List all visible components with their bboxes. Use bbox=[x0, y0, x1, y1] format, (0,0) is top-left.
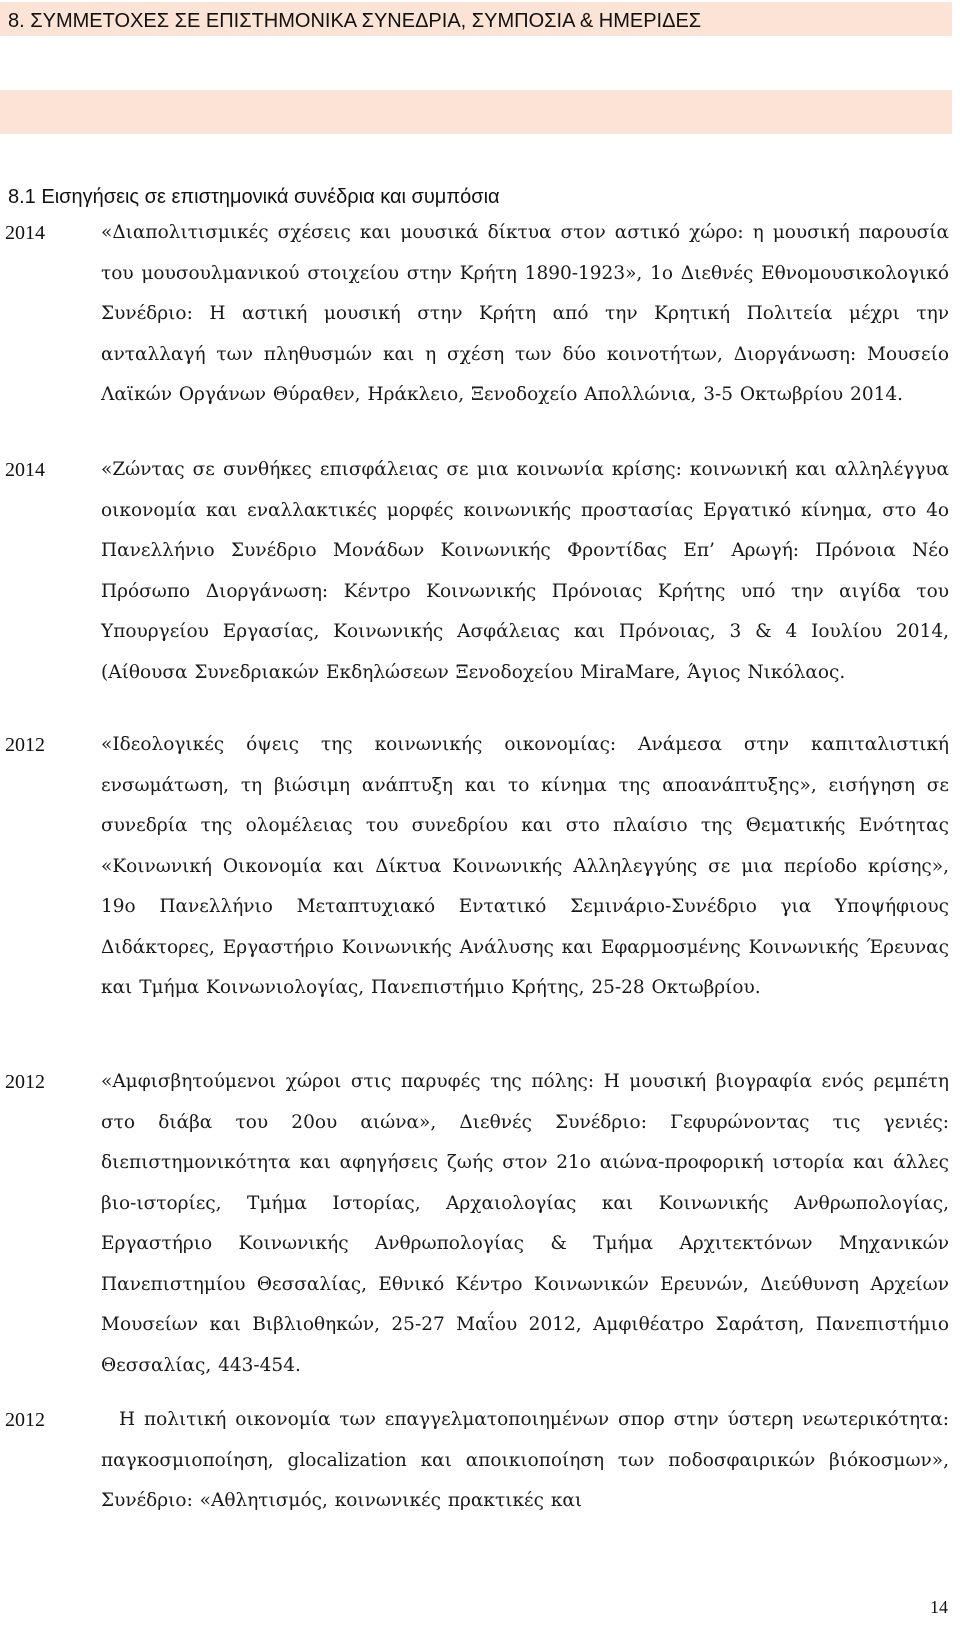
page-number: 14 bbox=[930, 1597, 948, 1617]
entry-text: «Αμφισβητούμενοι χώροι στις παρυφές της πόλης: Η μουσική βιογραφία ενός ρεμπέτη στο διάβα του 20ου αιώνα», Διεθνές Συνέδριο: Γεφυρώνοντας τις γενιές: διεπιστημονικότητα και αφηγήσεις ζωής στον 21ο αιώνα-προφορική ιστορία και άλλες βιο-ιστορίες, Τμήμα Ιστορίας, Αρχαιολογίας και Κοινωνικής Ανθρωπολογίας, Εργαστήριο Κοινωνικής Ανθρωπολογίας & Τμήμα Αρχιτεκτόνων Μηχανικών Πανεπιστημίου Θεσσαλίας, Εθνικό Κέντρο Κοινωνικών Ερευνών, Διεύθυνση Αρχείων Μουσείων και Βιβλιοθηκών, 25-27 Μαΐου 2012, Αμφιθέατρο Σαράτση, Πανεπιστήμιο Θεσσαλίας, 443-454. bbox=[101, 1071, 949, 1376]
subsection-heading-band bbox=[0, 90, 952, 208]
section-heading: 8. ΣΥΜΜΕΤΟΧΕΣ ΣΕ ΕΠΙΣΤΗΜΟΝΙΚΑ ΣΥΝΕΔΡΙΑ, ΣΥΜΠΟΣΙΑ & ΗΜΕΡΙΔΕΣ bbox=[8, 10, 702, 32]
entry-year: 2014 bbox=[5, 222, 45, 244]
section-heading-band bbox=[0, 2, 952, 36]
entry-year: 2012 bbox=[5, 1409, 45, 1431]
entry-text: «Ζώντας σε συνθήκες επισφάλειας σε μια κοινωνία κρίσης: κοινωνική και αλληλέγγυα οικονομία και εναλλακτικές μορφές κοινωνικής προστασίας Εργατικό κίνημα, στο 4ο Πανελλήνιο Συνέδριο Μονάδων Κοινωνικής Φροντίδας Επ’ Αρωγή: Πρόνοια Νέο Πρόσωπο Διοργάνωση: Κέντρο Κοινωνικής Πρόνοιας Κρήτης υπό την αιγίδα του Υπουργείου Εργασίας, Κοινωνικής Ασφάλειας και Πρόνοιας, 3 & 4 Ιουλίου 2014, (Αίθουσα Συνεδριακών Εκδηλώσεων Ξενοδοχείου MiraMare, Άγιος Νικόλαος. bbox=[101, 459, 949, 683]
entry-text: Η πολιτική οικονομία των επαγγελματοποιημένων σπορ στην ύστερη νεωτερικότητα: παγκοσμιοποίηση, glocalization και αποικιοποίηση των ποδοσφαιρικών βιόκοσμων», Συνέδριο: «Αθλητισμός, κοινωνικές πρακτικές και bbox=[101, 1409, 949, 1511]
entry-year: 2014 bbox=[5, 459, 45, 481]
entry-text: «Ιδεολογικές όψεις της κοινωνικής οικονομίας: Ανάμεσα στην καπιταλιστική ενσωμάτωση, τη βιώσιμη ανάπτυξη και το κίνημα της αποανάπτυξης», εισήγηση σε συνεδρία της ολομέλειας του συνεδρίου και στο πλαίσιο της Θεματικής Ενότητας «Κοινωνική Οικονομία και Δίκτυα Κοινωνικής Αλληλεγγύης σε μια περίοδο κρίσης», 19ο Πανελλήνιο Μεταπτυχιακό Εντατικό Σεμινάριο-Συνέδριο για Υποψήφιους Διδάκτορες, Εργαστήριο Κοινωνικής Ανάλυσης και Εφαρμοσμένης Κοινωνικής Έρευνας και Τμήμα Κοινωνιολογίας, Πανεπιστήμιο Κρήτης, 25-28 Οκτωβρίου. bbox=[101, 734, 949, 998]
entry-year: 2012 bbox=[5, 734, 45, 756]
subsection-heading: 8.1 Εισηγήσεις σε επιστημονικά συνέδρια και συμπόσια bbox=[8, 186, 500, 208]
entry-year: 2012 bbox=[5, 1071, 45, 1093]
entry-text: «Διαπολιτισμικές σχέσεις και μουσικά δίκτυα στον αστικό χώρο: η μουσική παρουσία του μουσουλμανικού στοιχείου στην Κρήτη 1890-1923», 1ο Διεθνές Εθνομουσικολογικό Συνέδριο: Η αστική μουσική στην Κρήτη από την Κρητική Πολιτεία μέχρι την ανταλλαγή των πληθυσμών και η σχέση των δύο κοινοτήτων, Διοργάνωση: Μουσείο Λαϊκών Οργάνων Θύραθεν, Ηράκλειο, Ξενοδοχείο Απολλώνια, 3-5 Οκτωβρίου 2014. bbox=[101, 222, 949, 405]
